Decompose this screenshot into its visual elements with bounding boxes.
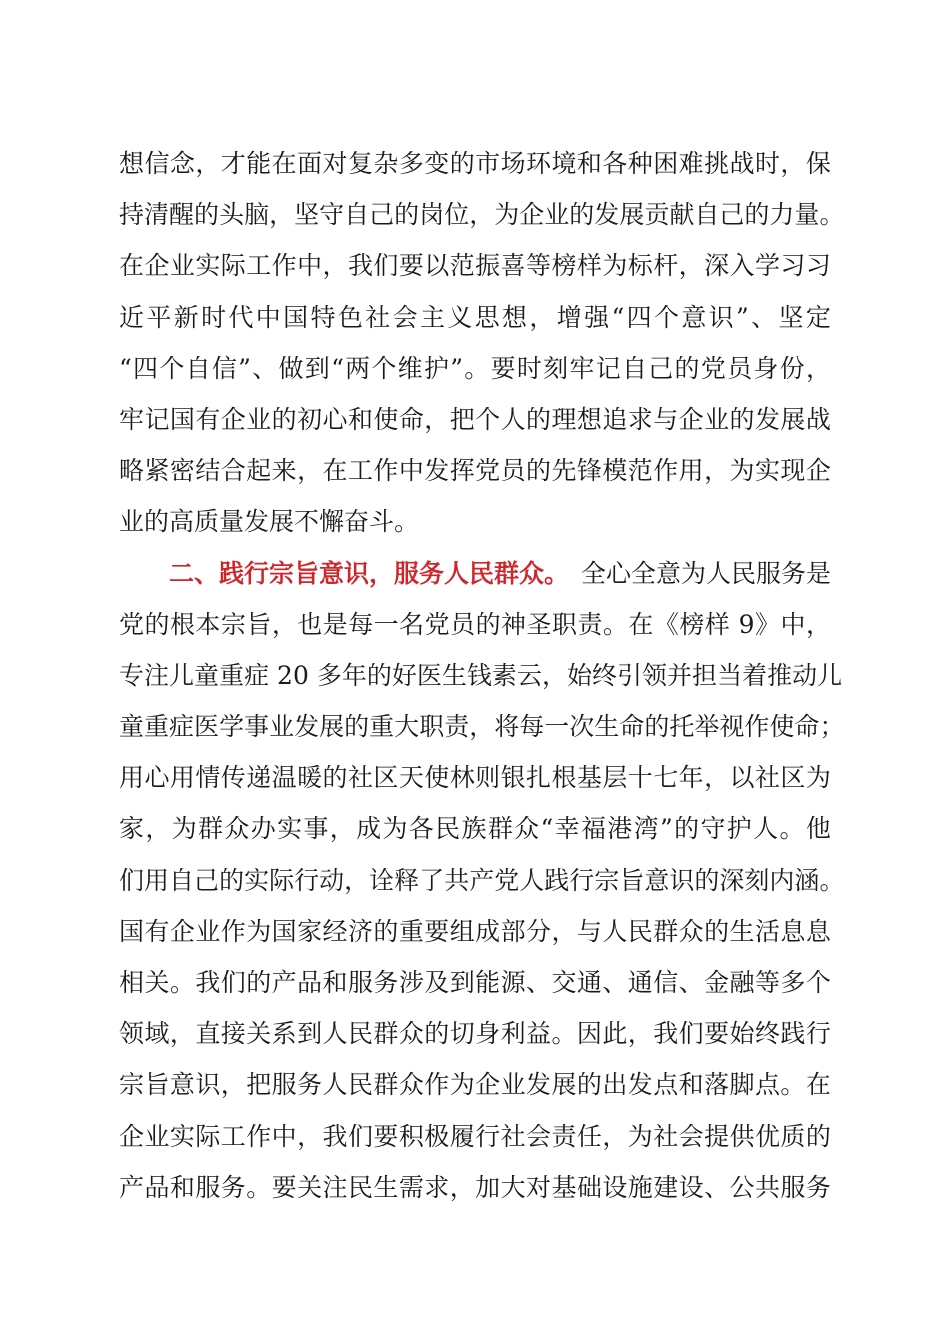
text-line: 专 注 儿 童 重 症 20 多 年 的 好 医 生 钱 素 云 ， 始 终 引 领 并 担 当 着 推 动 儿 [119,660,843,690]
text-line: 业的高质量发展不懈奋斗。 [119,507,420,537]
text-line: 略 紧 密 结 合 起 来 ， 在 工 作 中 发 挥 党 员 的 先 锋 模 范 作 用 ， 为 实 现 企 [119,456,831,486]
heading-continuation: 全心全意为人民服务是 [580,558,831,588]
text-line: 用 心 用 情 传 递 温 暖 的 社 区 天 使 林 则 银 扎 根 基 层 十 七 年 ， 以 社 区 为 [119,763,831,793]
text-line: 家 ， 为 群 众 办 实 事 ， 成 为 各 民 族 群 众 “ 幸 福 港 湾 ” 的 守 护 人 。 他 [119,814,831,844]
text-line: 近 平 新 时 代 中 国 特 色 社 会 主 义 思 想 ， 增 强 “ 四 个 意 识 ” 、 坚 定 [119,302,831,332]
text-line: 童 重 症 医 学 事 业 发 展 的 重 大 职 责 ， 将 每 一 次 生 命 的 托 举 视 作 使 命 ； [119,712,845,742]
body-text [119,138,845,1213]
text-line: 党 的 根 本 宗 旨 ， 也 是 每 一 名 党 员 的 神 圣 职 责 。 在 《 榜 样 9 》 中 ， [119,609,831,639]
text-line: 企 业 实 际 工 作 中 ， 我 们 要 积 极 履 行 社 会 责 任 ， 为 社 会 提 供 优 质 的 [119,1121,831,1151]
text-line: 想 信 念 ， 才 能 在 面 对 复 杂 多 变 的 市 场 环 境 和 各 种 困 难 挑 战 时 ， 保 [119,149,831,178]
section-heading: 二、践行宗旨意识，服务人民群众。 [169,558,570,588]
text-line: 在 企 业 实 际 工 作 中 ， 我 们 要 以 范 振 喜 等 榜 样 为 标 杆 ， 深 入 学 习 习 [119,251,831,281]
text-line: 宗 旨 意 识 ， 把 服 务 人 民 群 众 作 为 企 业 发 展 的 出 发 点 和 落 脚 点 。 在 [119,1070,831,1100]
text-line: 牢 记 国 有 企 业 的 初 心 和 使 命 ， 把 个 人 的 理 想 追 求 与 企 业 的 发 展 战 [119,404,831,434]
text-line: 产 品 和 服 务 。 要 关 注 民 生 需 求 ， 加 大 对 基 础 设 施 建 设 、 公 共 服 务 [119,1172,831,1202]
section-heading-line [119,548,831,599]
text-line: “ 四 个 自 信 ” 、 做 到 “ 两 个 维 护 ” 。 要 时 刻 牢 记 自 己 的 党 员 身 份 ， [119,353,831,383]
text-line: 相 关 。 我 们 的 产 品 和 服 务 涉 及 到 能 源 、 交 通 、 通 信 、 金 融 等 多 个 [119,968,831,997]
text-line: 国 有 企 业 作 为 国 家 经 济 的 重 要 组 成 部 分 ， 与 人 民 群 众 的 生 活 息 息 [119,916,831,946]
text-line: 持 清 醒 的 头 脑 ， 坚 守 自 己 的 岗 位 ， 为 企 业 的 发 展 贡 献 自 己 的 力 量 。 [119,200,845,230]
text-line: 领 域 ， 直 接 关 系 到 人 民 群 众 的 切 身 利 益 。 因 此 ， 我 们 要 始 终 践 行 [119,1019,831,1049]
text-line: 们 用 自 己 的 实 际 行 动 ， 诠 释 了 共 产 党 人 践 行 宗 旨 意 识 的 深 刻 内 涵 。 [119,865,845,895]
